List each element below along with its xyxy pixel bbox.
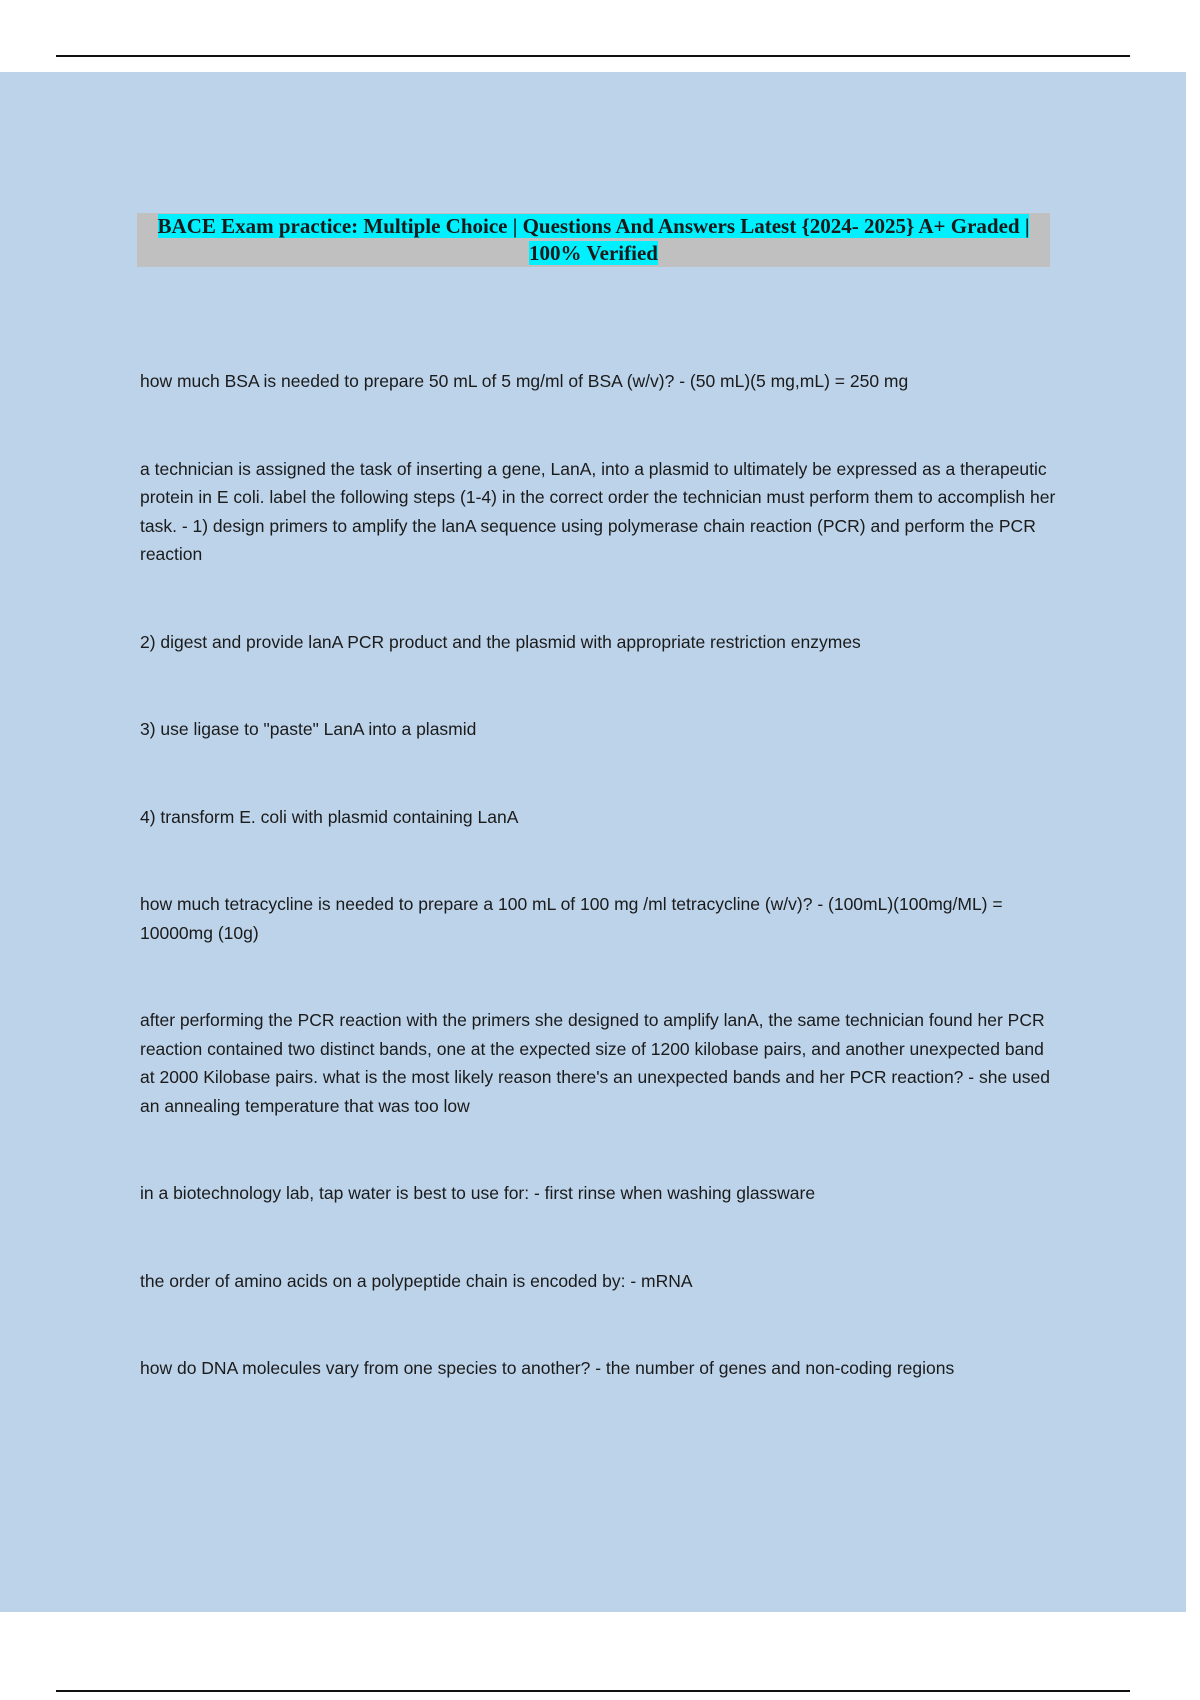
qa-entry-bsa: how much BSA is needed to prepare 50 mL of 5 mg/ml of BSA (w/v)? - (50 mL)(5 mg,mL) = 250 mg [140, 371, 909, 391]
title-box [137, 213, 1050, 267]
footer-rule [56, 1690, 1130, 1692]
qa-entry-lana-step-2: 2) digest and provide lanA PCR product and the plasmid with appropriate restriction enzymes [140, 631, 861, 652]
qa-entry-tetracycline: how much tetracycline is needed to prepare a 100 mL of 100 mg /ml tetracycline (w/v)? - (100mL)(100mg/ML) = 10000mg (10g) [140, 894, 1003, 943]
qa-entry-lana-step-3: 3) use ligase to "paste" LanA into a plasmid [140, 719, 477, 739]
document-title: BACE Exam practice: Multiple Choice | Questions And Answers Latest {2024- 2025} A+ Graded | 100% Verified [157, 214, 1030, 265]
qa-list [140, 367, 1060, 1442]
qa-entry-lana-step-1: a technician is assigned the task of inserting a gene, LanA, into a plasmid to ultimately be expressed as a therapeutic protein in E coli. label the following steps (1-4) in the correct order the technician must perform them to accomplish her task. - 1) design primers to amplify the lanA sequence using polymerase chain reaction (PCR) and perform the PCR reaction [140, 458, 1056, 564]
qa-entry-lana-step-4: 4) transform E. coli with plasmid containing LanA [140, 806, 519, 827]
qa-entry-pcr-bands: after performing the PCR reaction with the primers she designed to amplify lanA, the same technician found her PCR reaction contained two distinct bands, one at the expected size of 1200 kilobase pairs, and another unexpected band at 2000 Kilobase pairs. what is the most likely reason there's an unexpected bands and her PCR reaction? - she used an annealing temperature that was too low [140, 1010, 1050, 1116]
qa-entry-dna-species: how do DNA molecules vary from one species to another? - the number of genes and non-coding regions [140, 1358, 955, 1378]
qa-entry-amino-acids: the order of amino acids on a polypeptide chain is encoded by: - mRNA [140, 1270, 693, 1291]
qa-entry-tap-water: in a biotechnology lab, tap water is best to use for: - first rinse when washing glassware [140, 1183, 816, 1203]
header-rule [56, 55, 1130, 57]
document-page [0, 72, 1186, 1612]
